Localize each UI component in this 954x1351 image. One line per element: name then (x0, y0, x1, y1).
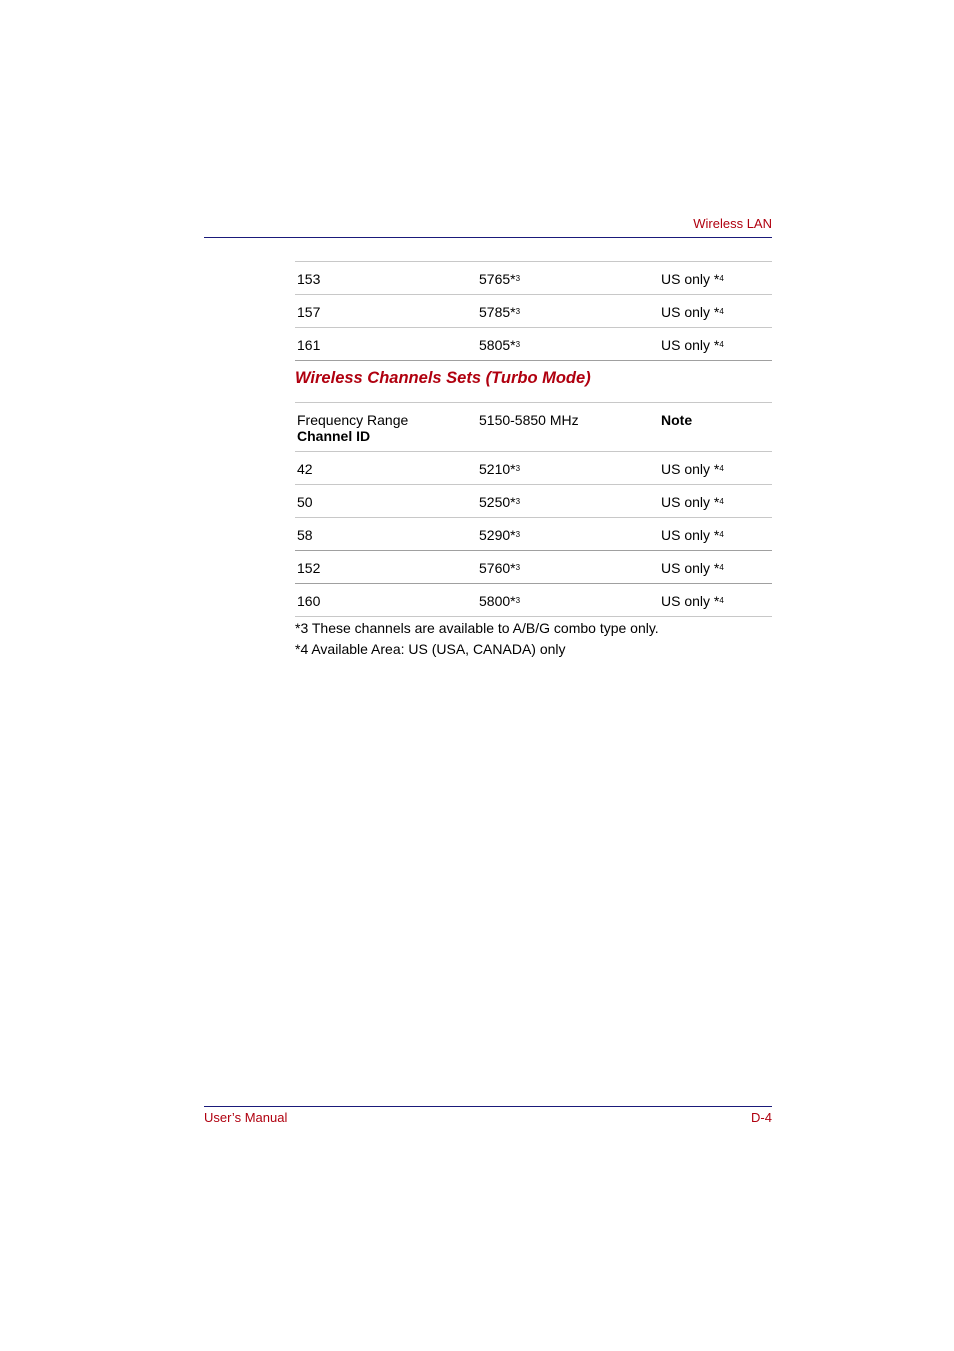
table-row (295, 295, 772, 328)
footnote-4: *4 Available Area: US (USA, CANADA) only (295, 641, 566, 657)
channel-id-cell: 161 (297, 337, 321, 353)
footer-divider (204, 1106, 772, 1107)
note-cell: US only *$^4$ (661, 271, 724, 287)
header-label-frequency-range: Frequency Range (297, 412, 409, 428)
frequency-cell: 5785*$^3$ (479, 304, 521, 320)
frequency-cell: 5250*$^3$ (479, 494, 521, 510)
page-number: D-4 (751, 1110, 772, 1125)
frequency-cell: 5210*$^3$ (479, 461, 521, 477)
note-cell: US only *$^4$ (661, 560, 724, 576)
note-cell: US only *$^4$ (661, 494, 724, 510)
channel-id-cell: 157 (297, 304, 321, 320)
header-cell-frequency-range (297, 412, 408, 444)
note-cell: US only *$^4$ (661, 461, 724, 477)
turbo-mode-channel-table (295, 402, 772, 617)
running-header-title: Wireless LAN (693, 216, 772, 231)
table-row (295, 518, 772, 551)
frequency-cell: 5290*$^3$ (479, 527, 521, 543)
table-row (295, 262, 772, 295)
table-row (295, 328, 772, 361)
header-cell-note: Note (661, 412, 693, 428)
table-row (295, 584, 772, 617)
header-cell-band: 5150-5850 MHz (479, 412, 579, 428)
channel-id-cell: 153 (297, 271, 321, 287)
channel-table-continued (295, 261, 772, 361)
note-cell: US only *$^4$ (661, 337, 724, 353)
channel-id-cell: 160 (297, 593, 321, 609)
frequency-cell: 5760*$^3$ (479, 560, 521, 576)
table-row (295, 485, 772, 518)
header-divider (204, 237, 772, 238)
channel-id-cell: 42 (297, 461, 313, 477)
footer-manual-title: User’s Manual (204, 1110, 288, 1125)
frequency-cell: 5765*$^3$ (479, 271, 521, 287)
frequency-cell: 5805*$^3$ (479, 337, 521, 353)
frequency-cell: 5800*$^3$ (479, 593, 521, 609)
table-row (295, 452, 772, 485)
channel-id-cell: 50 (297, 494, 313, 510)
table-row (295, 551, 772, 584)
note-cell: US only *$^4$ (661, 304, 724, 320)
note-cell: US only *$^4$ (661, 593, 724, 609)
header-label-channel-id: Channel ID (297, 428, 371, 444)
note-cell: US only *$^4$ (661, 527, 724, 543)
table-header-row (295, 403, 772, 452)
section-heading: Wireless Channels Sets (Turbo Mode) (295, 369, 591, 387)
footnote-3: *3 These channels are available to A/B/G combo type only. (295, 620, 659, 636)
channel-id-cell: 58 (297, 527, 313, 543)
channel-id-cell: 152 (297, 560, 321, 576)
